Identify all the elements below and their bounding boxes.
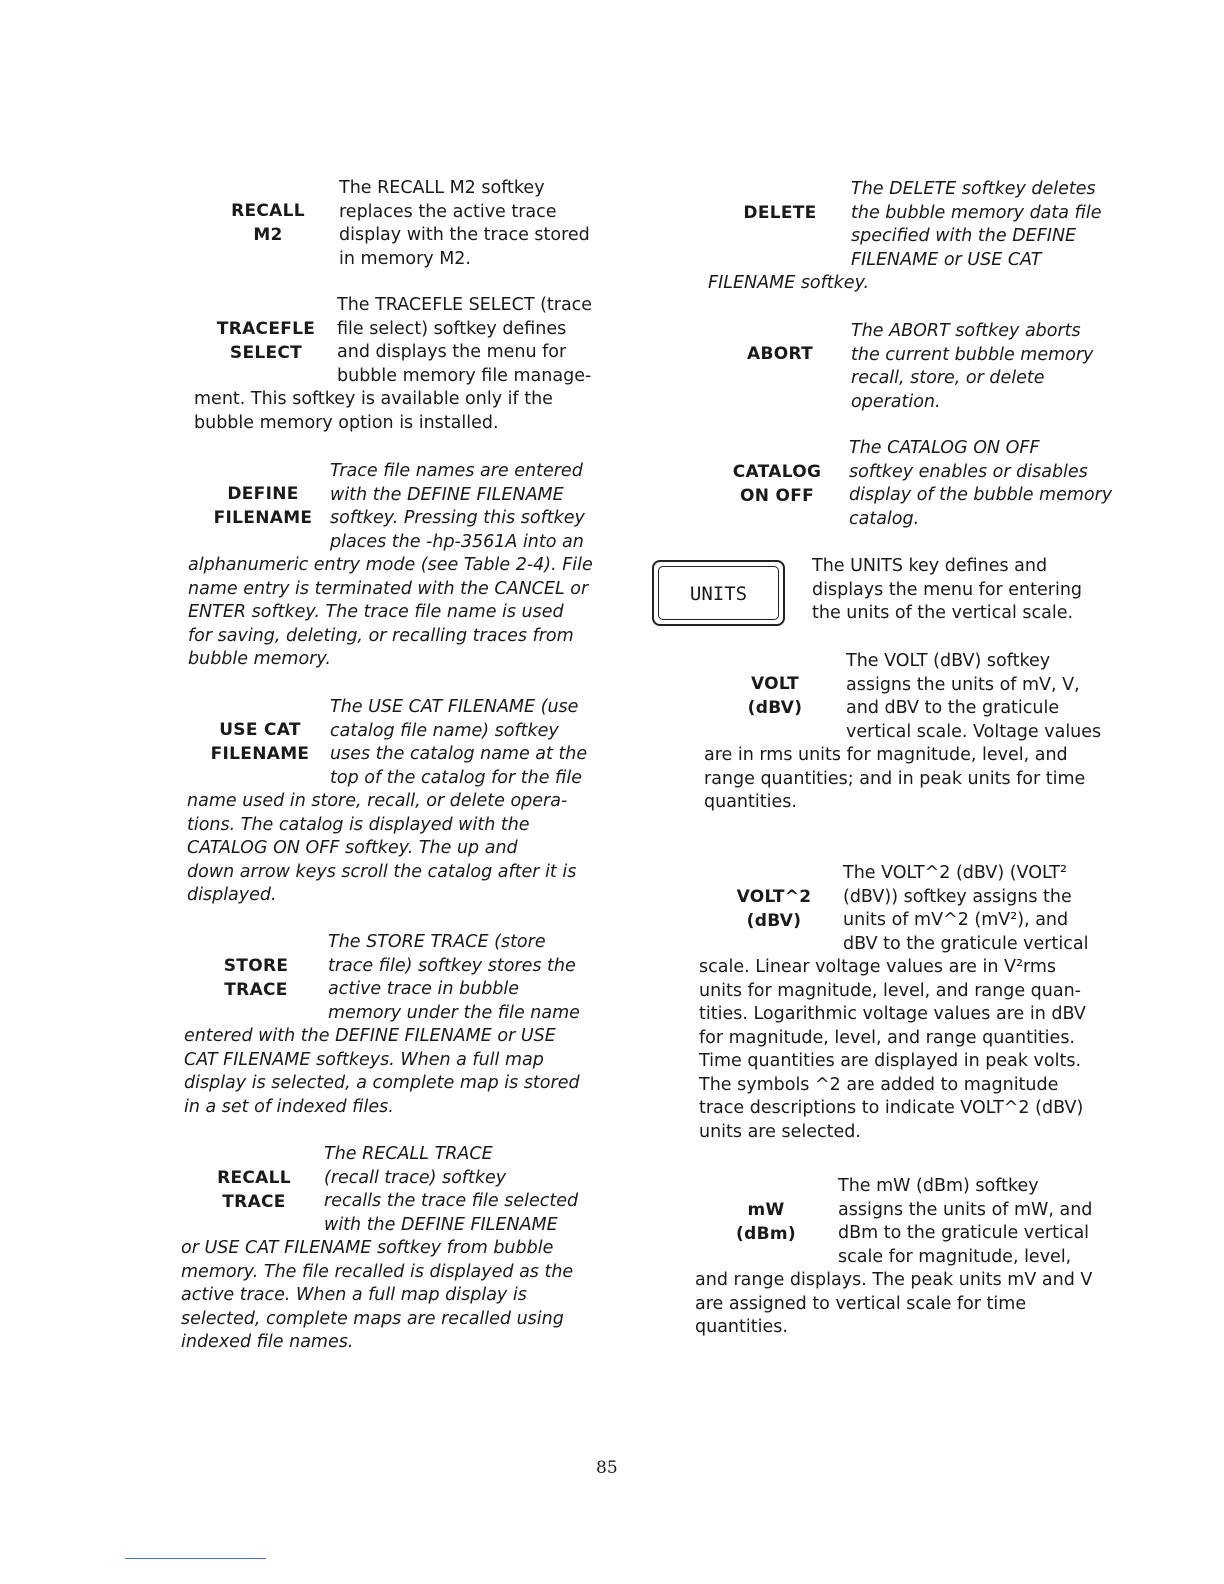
line: displayed. <box>187 885 277 905</box>
line: The RECALL M2 softkey <box>339 178 545 198</box>
store-trace-description <box>328 931 580 1025</box>
key-line-2: FILENAME <box>213 507 313 528</box>
key-line-1: mW <box>747 1200 785 1220</box>
use-cat-filename-description <box>330 696 587 790</box>
line: tions. The catalog is displayed with the <box>187 814 530 835</box>
line: The STORE TRACE (store <box>328 932 546 952</box>
mw-dbm-description-tail <box>695 1269 1092 1340</box>
key-line-1: TRACEFLE <box>216 319 316 339</box>
line: recalls the trace file selected <box>324 1191 579 1211</box>
line: bubble memory file manage- <box>337 365 592 386</box>
line: displays the menu for entering <box>812 579 1083 600</box>
line: are assigned to vertical scale for time <box>695 1293 1027 1314</box>
key-line-1: DEFINE <box>227 484 299 504</box>
line: units of mV^2 (mV²), and <box>843 910 1069 930</box>
line: entered with the DEFINE FILENAME or USE <box>184 1026 556 1046</box>
line: selected, complete maps are recalled using <box>181 1308 564 1329</box>
store-trace-description-tail <box>184 1025 580 1119</box>
line: replaces the active trace <box>339 201 557 222</box>
line: The UNITS key defines and <box>812 556 1048 576</box>
line: The VOLT (dBV) softkey <box>846 651 1051 671</box>
recall-m2-softkey-label <box>218 200 318 247</box>
tracefle-select-description <box>337 294 592 388</box>
delete-description <box>851 178 1102 272</box>
line: the bubble memory data file <box>851 202 1102 223</box>
line: units are selected. <box>699 1121 861 1142</box>
line: bubble memory option is installed. <box>194 412 499 433</box>
line: CAT FILENAME softkeys. When a full map <box>184 1049 544 1070</box>
line: and dBV to the graticule <box>846 698 1060 718</box>
line: dBm to the graticule vertical <box>838 1223 1090 1243</box>
line: units for magnitude, level, and range quan- <box>699 980 1082 1001</box>
catalog-on-off-description <box>849 437 1112 531</box>
mw-dbm-softkey-label <box>716 1199 816 1246</box>
line: and displays the menu for <box>337 342 567 362</box>
line: trace descriptions to indicate VOLT^2 (dBV) <box>699 1098 1084 1118</box>
line: display of the bubble memory <box>849 485 1113 505</box>
line: memory under the file name <box>328 1002 580 1023</box>
line: name entry is terminated with the CANCEL or <box>188 578 589 599</box>
line: (recall trace) softkey <box>324 1167 507 1188</box>
key-line-2: (dBV) <box>747 697 803 718</box>
key-line-2: TRACE <box>224 979 288 1000</box>
mw-dbm-description <box>838 1175 1092 1269</box>
line: softkey. Pressing this softkey <box>330 508 585 528</box>
use-cat-filename-description-tail <box>187 790 576 908</box>
volt-squared-dbv-description <box>843 862 1088 956</box>
line: scale for magnitude, level, <box>838 1246 1072 1267</box>
line: or USE CAT FILENAME softkey from bubble <box>181 1238 554 1258</box>
define-filename-description-tail <box>188 554 593 672</box>
line: the current bubble memory <box>851 344 1094 365</box>
line: memory. The file recalled is displayed as the <box>181 1261 574 1282</box>
line: operation. <box>851 391 941 412</box>
line: for magnitude, level, and range quantities. <box>699 1027 1075 1048</box>
line: in memory M2. <box>339 248 471 269</box>
units-description <box>812 555 1082 626</box>
key-line-1: USE CAT <box>219 720 301 740</box>
line: in a set of indexed files. <box>184 1096 394 1117</box>
key-line-1: DELETE <box>743 203 817 223</box>
volt-squared-dbv-softkey-label <box>722 886 826 933</box>
delete-description-tail <box>708 272 869 296</box>
key-line-1: VOLT <box>750 674 800 694</box>
key-line-2: (dBm) <box>736 1223 796 1244</box>
key-line-1: ABORT <box>747 344 813 364</box>
line: are in rms units for magnitude, level, and <box>704 745 1068 765</box>
line: active trace. When a full map display is <box>181 1285 527 1305</box>
line: The TRACEFLE SELECT (trace <box>337 295 593 315</box>
line: vertical scale. Voltage values <box>846 721 1102 742</box>
page-number: 85 <box>596 1458 618 1478</box>
catalog-on-off-softkey-label <box>722 461 832 508</box>
volt-dbv-description <box>846 650 1101 744</box>
line: The mW (dBm) softkey <box>838 1176 1039 1196</box>
line: display is selected, a complete map is stored <box>184 1073 580 1093</box>
key-line-2: SELECT <box>229 342 303 363</box>
line: uses the catalog name at the <box>330 744 588 764</box>
units-key-label: UNITS <box>689 583 748 605</box>
tracefle-select-description-tail <box>194 388 553 435</box>
line: The DELETE softkey deletes <box>851 179 1096 199</box>
line: places the -hp-3561A into an <box>330 531 584 552</box>
line: recall, store, or delete <box>851 368 1045 388</box>
line: indexed file names. <box>181 1332 354 1352</box>
recall-trace-description <box>324 1143 578 1237</box>
line: alphanumeric entry mode (see Table 2-4). File <box>188 555 593 575</box>
line: bubble memory. <box>188 649 331 669</box>
line: and range displays. The peak units mV and V <box>695 1270 1093 1290</box>
line: scale. Linear voltage values are in V²rms <box>699 957 1057 977</box>
line: The USE CAT FILENAME (use <box>330 697 579 717</box>
line: The VOLT^2 (dBV) (VOLT² <box>843 863 1068 883</box>
line: catalog. <box>849 508 920 529</box>
line: quantities. <box>704 792 797 812</box>
line: tities. Logarithmic voltage values are in dBV <box>699 1004 1086 1024</box>
abort-description <box>851 320 1093 414</box>
line: softkey enables or disables <box>849 461 1088 482</box>
recall-trace-softkey-label <box>204 1167 304 1214</box>
recall-m2-description <box>339 177 590 271</box>
line: FILENAME softkey. <box>708 273 870 293</box>
line: FILENAME or USE CAT <box>851 249 1042 270</box>
line: top of the catalog for the file <box>330 767 582 788</box>
key-line-1: STORE <box>223 956 289 976</box>
key-line-1: RECALL <box>217 1168 291 1188</box>
line: Time quantities are displayed in peak volts. <box>699 1051 1082 1071</box>
line: for saving, deleting, or recalling traces from <box>188 625 574 646</box>
line: display with the trace stored <box>339 225 590 245</box>
line: down arrow keys scroll the catalog after it is <box>187 861 577 882</box>
line: range quantities; and in peak units for time <box>704 768 1086 789</box>
key-line-1: VOLT^2 <box>736 887 812 907</box>
line: The ABORT softkey aborts <box>851 321 1081 341</box>
key-line-2: FILENAME <box>210 743 310 764</box>
line: with the DEFINE FILENAME <box>324 1214 558 1235</box>
line: ment. This softkey is available only if the <box>194 389 553 409</box>
volt-squared-dbv-description-tail <box>699 956 1086 1144</box>
abort-softkey-label <box>730 343 830 367</box>
line: trace file) softkey stores the <box>328 955 576 976</box>
use-cat-filename-softkey-label <box>204 719 316 766</box>
line: the units of the vertical scale. <box>812 603 1074 623</box>
recall-trace-description-tail <box>181 1237 573 1355</box>
line: The symbols ^2 are added to magnitude <box>699 1074 1059 1095</box>
define-filename-description <box>330 460 585 554</box>
line: CATALOG ON OFF softkey. The up and <box>187 838 518 858</box>
line: assigns the units of mV, V, <box>846 674 1080 695</box>
units-key <box>652 560 785 626</box>
key-line-1: RECALL <box>231 201 305 221</box>
line: ENTER softkey. The trace file name is used <box>188 602 564 622</box>
line: Trace file names are entered <box>330 461 583 481</box>
key-line-2: ON OFF <box>739 485 815 506</box>
delete-softkey-label <box>730 202 830 226</box>
line: with the DEFINE FILENAME <box>330 484 564 505</box>
tracefle-select-softkey-label <box>210 318 322 365</box>
store-trace-softkey-label <box>206 955 306 1002</box>
line: The RECALL TRACE <box>324 1144 493 1164</box>
line: file select) softkey defines <box>337 318 567 339</box>
line: quantities. <box>695 1317 788 1337</box>
volt-dbv-softkey-label <box>725 673 825 720</box>
line: specified with the DEFINE <box>851 226 1077 246</box>
define-filename-softkey-label <box>208 483 318 530</box>
line: active trace in bubble <box>328 979 520 999</box>
key-line-2: TRACE <box>222 1191 286 1212</box>
volt-dbv-description-tail <box>704 744 1085 815</box>
line: dBV to the graticule vertical <box>843 933 1089 954</box>
line: catalog file name) softkey <box>330 720 559 741</box>
key-line-1: CATALOG <box>732 462 822 482</box>
line: name used in store, recall, or delete opera- <box>187 791 568 811</box>
line: The CATALOG ON OFF <box>849 438 1040 458</box>
key-line-2: (dBV) <box>746 910 802 931</box>
line: assigns the units of mW, and <box>838 1199 1093 1220</box>
line: (dBV)) softkey assigns the <box>843 886 1072 907</box>
key-line-2: M2 <box>253 224 283 245</box>
footer-rule <box>125 1558 266 1559</box>
